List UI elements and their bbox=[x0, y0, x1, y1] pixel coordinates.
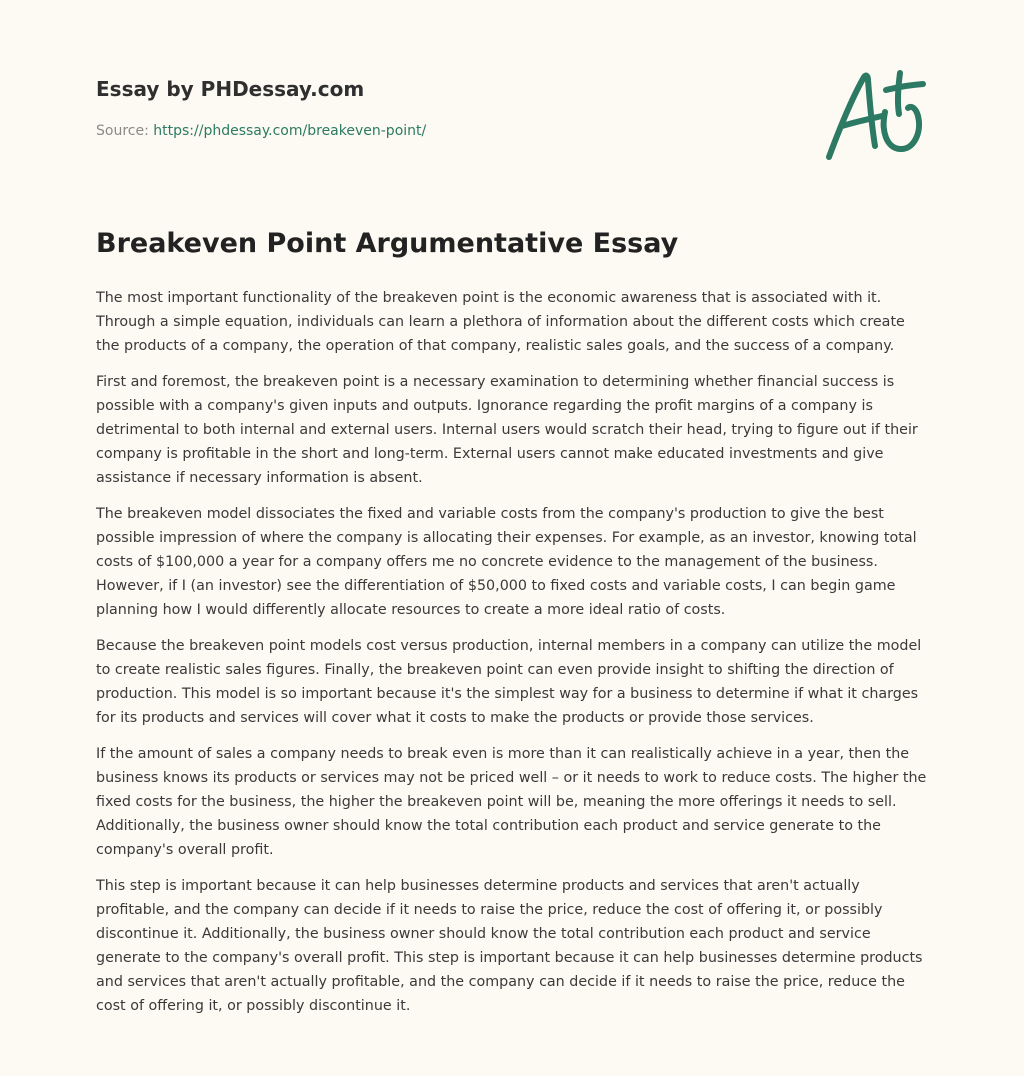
essay-paragraph: If the amount of sales a company needs to break even is more than it can realistically achieve in a year, then the business knows its products or services may not be priced well – or it needs to work to reduce costs. The higher the fixed costs for the business, the higher the breakeven point will be, meaning the more offerings it needs to sell. Additionally, the business owner should know the total contribution each product and service generate to the company's overall profit. bbox=[96, 746, 927, 858]
essay-paragraph: Because the breakeven point models cost versus production, internal members in a company can utilize the model to create realistic sales figures. Finally, the breakeven point can even provide insight to shifting the direction of production. This model is so important because it's the simplest way for a business to determine if what it charges for its products and services will cover what it costs to make the products or provide those services. bbox=[96, 638, 922, 726]
source-link[interactable]: https://phdessay.com/breakeven-point/ bbox=[153, 123, 427, 139]
site-brand: Essay by PHDessay.com bbox=[96, 77, 365, 101]
essay-paragraph: First and foremost, the breakeven point is a necessary examination to determining whether financial success is possible with a company's given inputs and outputs. Ignorance regarding the profit margins of a company is detrimental to both internal and external users. Internal users would scratch their head, trying to figure out if their company is profitable in the short and long-term. External users cannot make educated investments and give assistance if necessary information is absent. bbox=[96, 374, 918, 486]
a-plus-grade-icon bbox=[822, 68, 928, 164]
source-label: Source: bbox=[96, 123, 149, 139]
essay-paragraph: This step is important because it can help businesses determine products and services that aren't actually profitable, and the company can decide if it needs to raise the price, reduce the cost of offering it, or possibly discontinue it. Additionally, the business owner should know the total contribution each product and service generate to the company's overall profit. This step is important because it can help businesses determine products and services that aren't actually profitable, and the company can decide if it needs to raise the price, reduce the cost of offering it, or possibly discontinue it. bbox=[96, 878, 923, 1014]
essay-paragraph: The most important functionality of the breakeven point is the economic awareness that is associated with it. Through a simple equation, individuals can learn a plethora of information about the different costs which create the products of a company, the operation of that company, realistic sales goals, and the success of a company. bbox=[96, 290, 905, 354]
essay-body bbox=[96, 286, 932, 1030]
source-line bbox=[96, 121, 426, 141]
essay-paragraph: The breakeven model dissociates the fixed and variable costs from the company's production to give the best possible impression of where the company is allocating their expenses. For example, as an investor, knowing total costs of $100,000 a year for a company offers me no concrete evidence to the management of the business. However, if I (an investor) see the differentiation of $50,000 to fixed costs and variable costs, I can begin game planning how I would differently allocate resources to create a more ideal ratio of costs. bbox=[96, 506, 917, 618]
page-header bbox=[96, 74, 426, 141]
essay-title: Breakeven Point Argumentative Essay bbox=[96, 228, 679, 259]
